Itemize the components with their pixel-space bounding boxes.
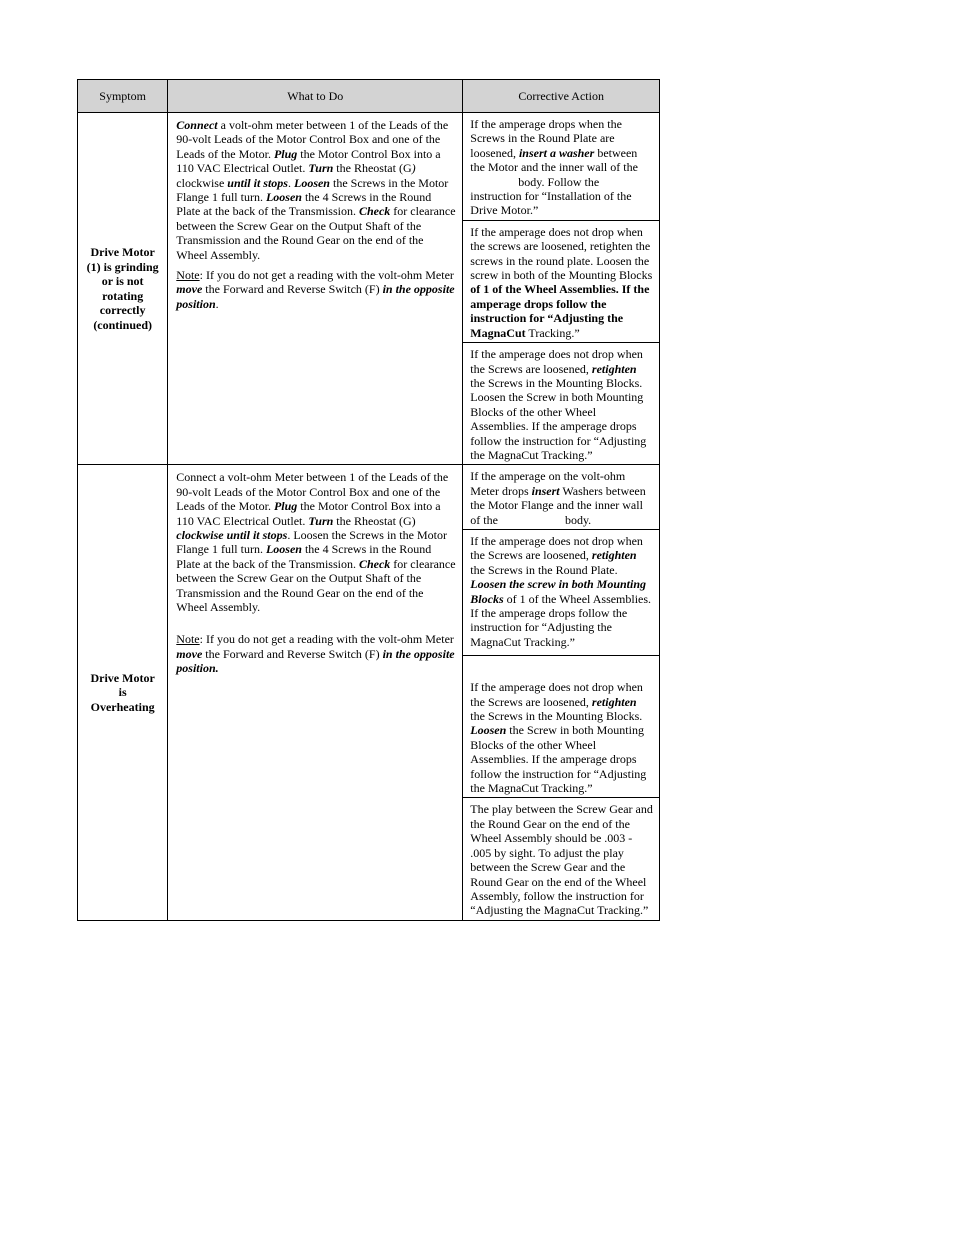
symptom-cell: Drive Motor (1) is grinding or is not rotating correctly (continued) xyxy=(78,113,168,465)
note-text: Note: If you do not get a reading with the volt-ohm Meter move the Forward and Reverse Switch (F) in the opposite position. xyxy=(176,268,455,311)
corrective-action-cell: If the amperage does not drop when the Screws are loosened, retighten the Screws in the Round Plate. Loosen the screw in both Mounting Blocks of 1 of the Wheel Assemblies. If the amperage drops follow the instruction for “Adjusting the MagnaCut Tracking.” xyxy=(463,529,660,655)
note-text: Note: If you do not get a reading with the volt-ohm Meter move the Forward and Reverse Switch (F) in the opposite position. xyxy=(176,632,455,676)
what-to-do-cell xyxy=(168,113,463,465)
header-corrective-action: Corrective Action xyxy=(463,80,660,113)
symptom-cell: Drive Motor is Overheating xyxy=(78,465,168,920)
corrective-action-cell: The play between the Screw Gear and the Round Gear on the end of the Wheel Assembly should be .003 - .005 by sight. To adjust the play between the Screw Gear and the Round Gear on the end of the Wheel Assembly, follow the instruction for “Adjusting the MagnaCut Tracking.” xyxy=(463,798,660,920)
corrective-action-cell: If the amperage does not drop when the Screws are loosened, retighten the Screws in the Mounting Blocks. Loosen the Screw in both Mounting Blocks of the other Wheel Assemblies. If the amperage drops follow the instruction for “Adjusting the MagnaCut Tracking.” xyxy=(463,343,660,465)
corrective-action-cell: If the amperage drops when the Screws in the Round Plate are loosened, insert a washer between the Motor and the inner wall of the body. Follow the instruction for “Installation of the Drive Motor.” xyxy=(463,113,660,221)
instruction-text: Connect a volt-ohm meter between 1 of the Leads of the 90-volt Leads of the Motor Control Box and one of the Leads of the Motor. Plug the Motor Control Box into a 110 VAC Electrical Outlet. Turn the Rheostat (G) clockwise until it stops. Loosen the Screws in the Motor Flange 1 full turn. Loosen the 4 Screws in the Round Plate at the back of the Transmission. Check for clearance between the Screw Gear on the Output Shaft of the Transmission and the Round Gear on the end of the Wheel Assembly. xyxy=(176,118,456,262)
corrective-action-cell: If the amperage does not drop when the screws are loosened, retighten the screws in the round plate. Loosen the screw in both of the Mounting Blocks of 1 of the Wheel Assemblies. If the amperage drops follow the instruction for “Adjusting the MagnaCut Tracking.” xyxy=(463,220,660,342)
table-row xyxy=(78,113,660,221)
corrective-action-cell: If the amperage does not drop when the Screws are loosened, retighten the Screws in the Mounting Blocks. Loosen the Screw in both Mounting Blocks of the other Wheel Assemblies. If the amperage drops follow the instruction for “Adjusting the MagnaCut Tracking.” xyxy=(463,656,660,798)
header-row xyxy=(78,80,660,113)
instruction-text: Connect a volt-ohm Meter between 1 of the Leads of the 90-volt Leads of the Motor Control Box and one of the Leads of the Motor. Plug the Motor Control Box into a 110 VAC Electrical Outlet. Turn the Rheostat (G) clockwise until it stops. Loosen the Screws in the Motor Flange 1 full turn. Loosen the 4 Screws in the Round Plate at the back of the Transmission. Check for clearance between the Screw Gear on the Output Shaft of the Transmission and the Round Gear on the end of the Wheel Assembly. xyxy=(176,470,456,614)
table-row xyxy=(78,465,660,530)
header-symptom: Symptom xyxy=(78,80,168,113)
what-to-do-cell xyxy=(168,465,463,920)
corrective-action-cell: If the amperage on the volt-ohm Meter drops insert Washers between the Motor Flange and the inner wall of the body. xyxy=(463,465,660,530)
troubleshooting-table xyxy=(77,79,660,921)
header-what-to-do: What to Do xyxy=(168,80,463,113)
